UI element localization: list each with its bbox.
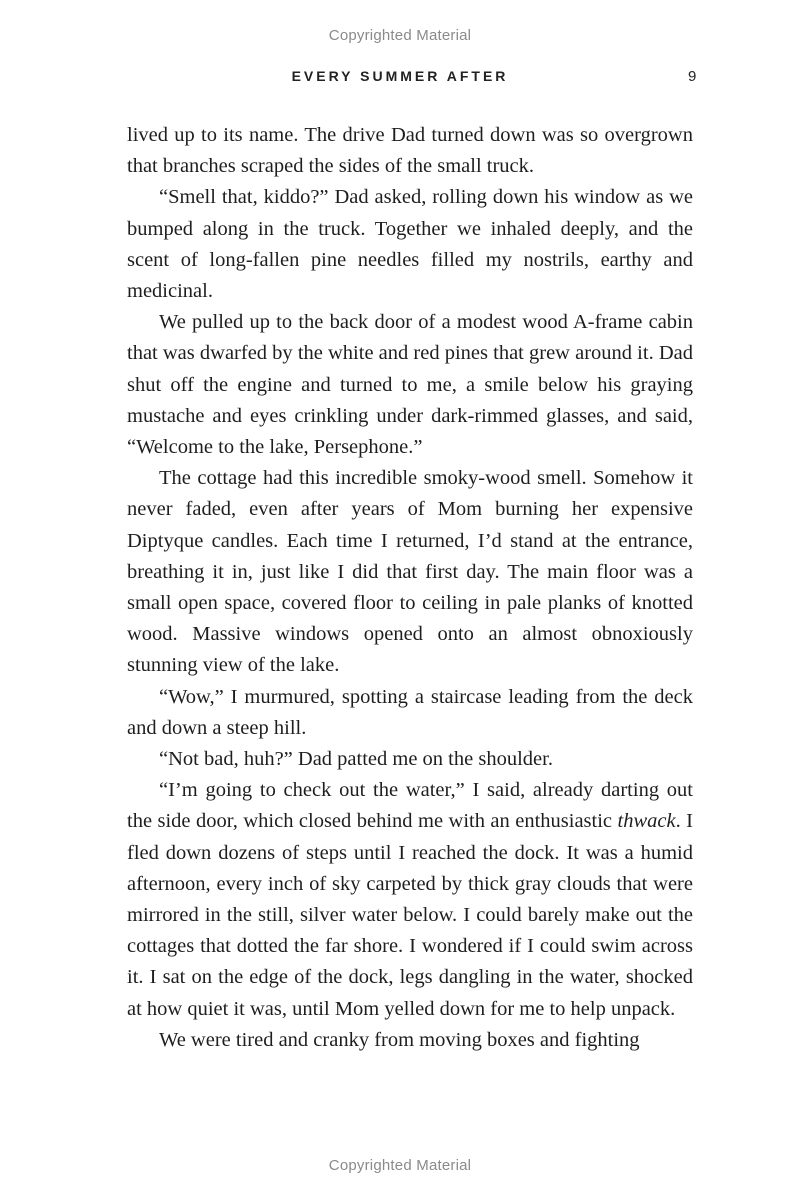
paragraph: “Not bad, huh?” Dad patted me on the shoulder. <box>159 748 553 771</box>
copyright-watermark-bottom: Copyrighted Material <box>328 1157 472 1174</box>
paragraph-text: . I fled down dozens of steps until I reached the dock. It was a humid afternoon, every inch of sky carpeted by thick gray clouds that were mirrored in the still, silver water below. I could barely make out the cottages that dotted the far shore. I wondered if I could swim across it. I sat on the edge of the dock, legs dangling in the water, shocked at how quiet it was, until Mom yelled down for me to help unpack. <box>127 810 693 1020</box>
running-header <box>0 68 800 90</box>
paragraph: We pulled up to the back door of a modest wood A-frame cabin that was dwarfed by the white and red pines that grew around it. Dad shut off the engine and turned to me, a smile below his graying mustache and eyes crinkling under dark-rimmed glasses, and said, “Welcome to the lake, Persephone.” <box>127 311 693 459</box>
paragraph: We were tired and cranky from moving boxes and fighting <box>159 1028 640 1051</box>
paragraph: The cottage had this incredible smoky-wood smell. Somehow it never faded, even after years of Mom burning her expensive Diptyque candles. Each time I returned, I’d stand at the entrance, breathing it in, just like I did that first day. The main floor was a small open space, covered floor to ceiling in pale planks of knotted wood. Massive windows opened onto an almost obnoxiously stunning view of the lake. <box>127 467 693 677</box>
copyright-watermark-top: Copyrighted Material <box>328 27 472 44</box>
book-title: EVERY SUMMER AFTER <box>291 68 509 84</box>
paragraph: “Wow,” I murmured, spotting a staircase leading from the deck and down a steep hill. <box>127 685 693 739</box>
page-number: 9 <box>688 68 697 85</box>
paragraph-text: “I’m going to check out the water,” I said, already darting out the side door, which closed behind me with an enthusiastic <box>127 779 693 833</box>
page-body <box>127 120 693 1056</box>
paragraph <box>127 775 693 1025</box>
paragraph: “Smell that, kiddo?” Dad asked, rolling down his window as we bumped along in the truck. Together we inhaled deeply, and the scent of long-fallen pine needles filled my nostrils, earthy and medicinal. <box>127 186 693 303</box>
paragraph: lived up to its name. The drive Dad turned down was so overgrown that branches scraped the sides of the small truck. <box>127 124 693 178</box>
italic-word: thwack <box>617 810 676 833</box>
